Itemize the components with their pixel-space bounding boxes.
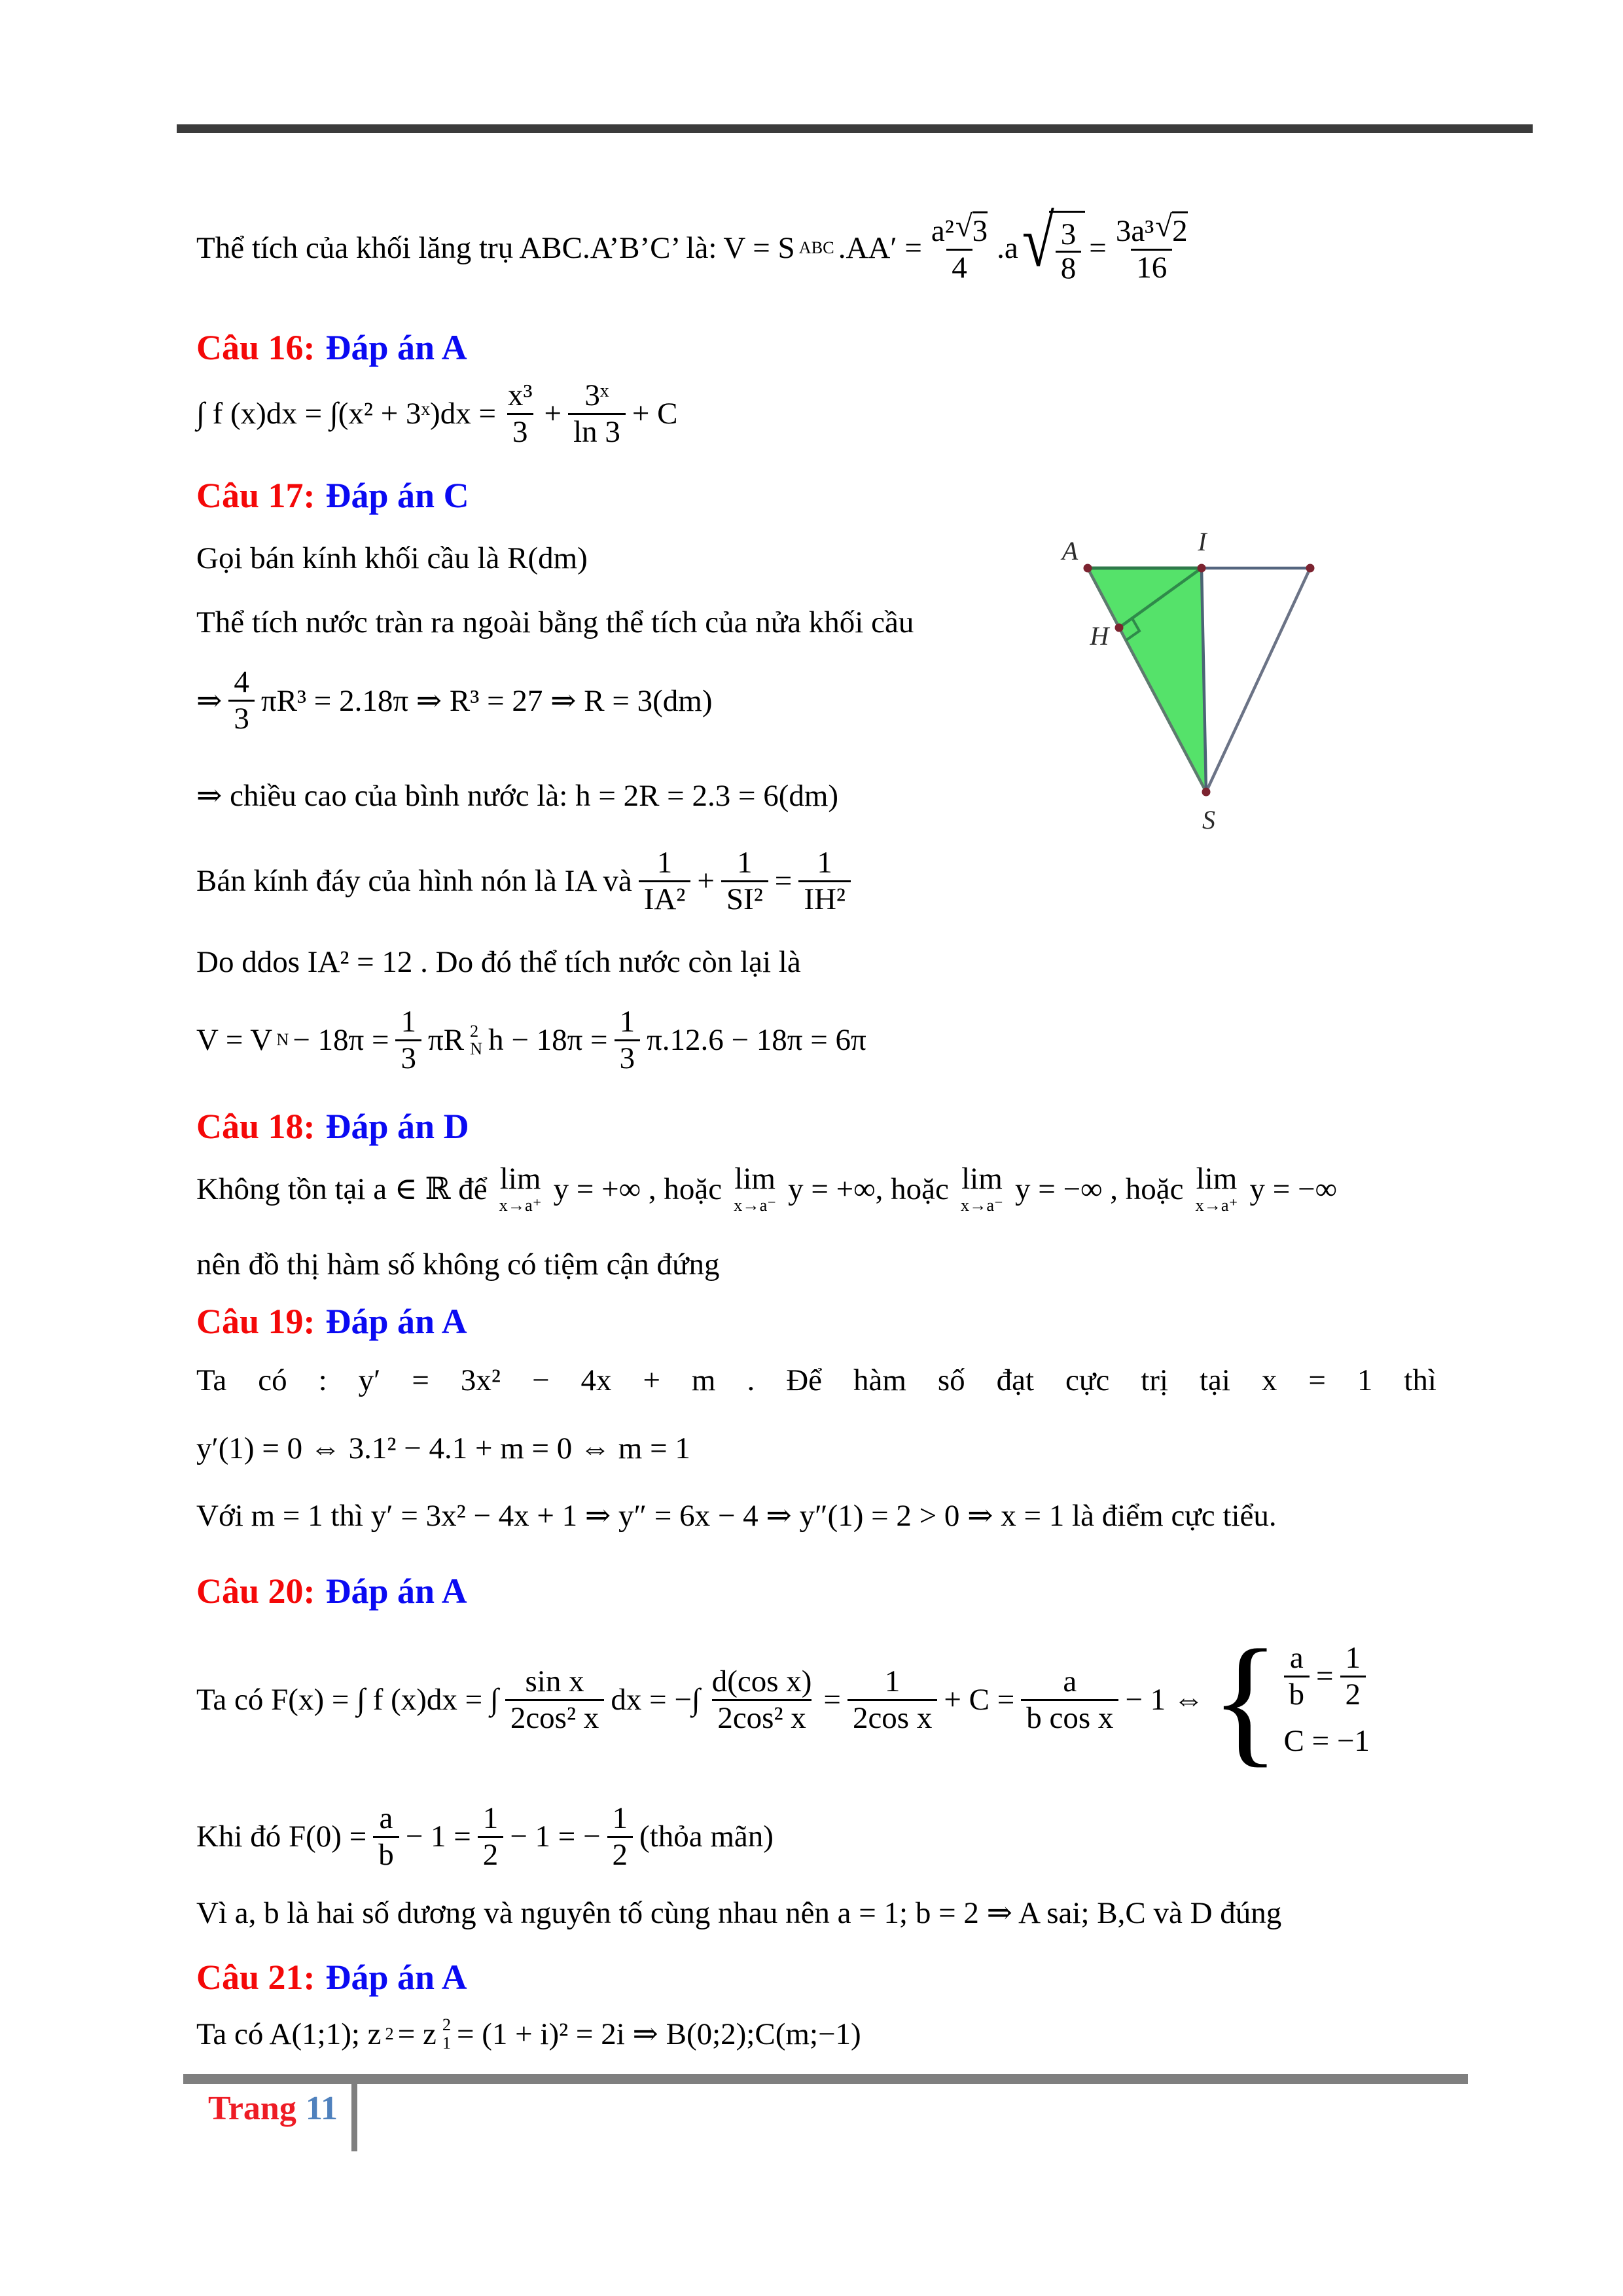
- eq-part: πR: [427, 1023, 465, 1058]
- line-c21-complex: Ta có A(1;1); z 2 = z 2 1 = (1 + i)² = 2i ⇒ B(0;2);C(m;−1): [196, 2015, 861, 2053]
- eq-part: πR³ = 2.18π ⇒ R³ = 27 ⇒ R = 3(dm): [260, 683, 713, 718]
- fraction: $\frac{\text{3ˣ}}{\ln 3}$: [568, 378, 626, 449]
- eq-part: =: [823, 1683, 841, 1717]
- eq-part: ∫ f (x)dx = ∫(x² + 3ˣ)dx =: [196, 397, 496, 431]
- line-prism-volume: [196, 201, 1193, 286]
- eq-part: y = +∞ , hoặc: [553, 1172, 722, 1206]
- line-c20-antiderivative: Ta có F(x) = ∫ f (x)dx = ∫ $\frac{\text{sin x}}{\text{2cos² x}}$ dx = −∫ $\frac{\text{d(cos x)}}{\text{2cos² x}}$ = $\frac{1}{\text{2cos x}}$ + C = $\frac{a}{\text{b cos x}}$ − 1 ⇔ { $\frac{a}{b}$ = $\frac{1}{2}$ C = −1: [196, 1620, 1370, 1780]
- heading-cau-21: [196, 1957, 467, 1998]
- eq-part: − 1 ⇔: [1125, 1683, 1204, 1717]
- limit-operator: lim x→a⁺: [499, 1162, 542, 1215]
- question-label: Câu 21:: [196, 1958, 315, 1997]
- fraction: $\frac{1}{\text{2cos x}}$: [847, 1664, 937, 1735]
- answer-label: Đáp án A: [325, 1302, 467, 1341]
- fraction: $\frac{\text{x³}}{3}$: [507, 378, 533, 449]
- fraction: $\frac{\text{d(cos x)}}{\text{2cos² x}}$: [711, 1664, 812, 1735]
- eq-part: y = −∞ , hoặc: [1014, 1172, 1184, 1206]
- point-A: [1084, 564, 1092, 573]
- eq-part: − 1 =: [405, 1820, 471, 1854]
- eq-part: V = S: [723, 230, 795, 265]
- point-I: [1198, 564, 1206, 573]
- answer-label: Đáp án A: [325, 1571, 467, 1611]
- question-label: Câu 19:: [196, 1302, 315, 1341]
- volume-equation: [723, 201, 1192, 286]
- limit-operator: lim x→a⁻: [734, 1162, 777, 1215]
- answer-label: Đáp án A: [325, 1958, 467, 1997]
- fraction: a² √ 3 4: [931, 209, 988, 285]
- eq-part: = (1 + i)² = 2i ⇒ B(0;2);C(m;−1): [456, 2017, 861, 2052]
- line-c17-cone: Bán kính đáy của hình nón là IA và $\frac{1}{\text{IA²}}$ + $\frac{1}{\text{SI²}}$ = $\frac{1}{\text{IH²}}$: [196, 846, 851, 916]
- question-label: Câu 20:: [196, 1571, 315, 1611]
- line-c17-overflow: Thể tích nước tràn ra ngoài bằng thể tích của nửa khối cầu: [196, 605, 914, 639]
- fraction: $\frac{1}{\text{SI²}}$: [721, 846, 768, 916]
- limit-operator: lim x→a⁻: [960, 1162, 1003, 1215]
- point-right: [1306, 564, 1315, 573]
- fraction: $\frac{1}{2}$: [1340, 1641, 1366, 1712]
- fraction: $\frac{1}{\text{IA²}}$: [639, 846, 691, 916]
- line-c17-sphere-eq: [196, 665, 712, 736]
- eq-subscript: N: [276, 1030, 289, 1050]
- heading-cau-16: [196, 327, 467, 368]
- answer-label: Đáp án C: [325, 476, 469, 515]
- label-A: A: [1061, 536, 1079, 565]
- line-c18-limits: Không tồn tại a ∈ ℝ để lim x→a⁺ y = +∞ , hoặc lim x→a⁻ y = +∞, hoặc lim x→a⁻ y = −∞ , hoặc lim x→a⁺ y = −∞: [196, 1162, 1338, 1215]
- point-H: [1115, 624, 1124, 632]
- line-c17-height: ⇒ chiều cao của bình nước là: h = 2R = 2.3 = 6(dm): [196, 779, 839, 813]
- sup-sub-stack: 2 1: [442, 2015, 451, 2053]
- answer-label: Đáp án A: [325, 328, 467, 367]
- sqrt: √ 2: [1155, 209, 1188, 248]
- line-c19-min-check: Với m = 1 thì y′ = 3x² − 4x + 1 ⇒ y″ = 6x − 4 ⇒ y″(1) = 2 > 0 ⇒ x = 1 là điểm cực tiểu.: [196, 1499, 1277, 1533]
- line-c20-conclusion: Vì a, b là hai số dương và nguyên tố cùng nhau nên a = 1; b = 2 ⇒ A sai; B,C và D đúng: [196, 1896, 1282, 1930]
- heading-cau-17: [196, 475, 469, 516]
- eq-part: + C: [632, 397, 678, 431]
- system-row: C = −1: [1283, 1724, 1370, 1759]
- eq-part: y = +∞, hoặc: [788, 1172, 949, 1206]
- eq-part: = z: [397, 2017, 437, 2051]
- eq-part: − 18π =: [293, 1023, 389, 1058]
- label-H: H: [1090, 621, 1109, 651]
- line-c19-solve-m: y′(1) = 0 ⇔ 3.1² − 4.1 + m = 0 ⇔ m = 1: [196, 1431, 690, 1465]
- eq-part: =: [774, 864, 793, 899]
- fraction: $\frac{a}{\text{b cos x}}$: [1021, 1664, 1118, 1735]
- fraction: $\frac{1}{3}$: [615, 1005, 641, 1075]
- fraction: $\frac{a}{b}$: [373, 1801, 399, 1872]
- fraction: $\frac{1}{2}$: [478, 1801, 504, 1872]
- fraction: $\frac{a}{b}$: [1284, 1641, 1310, 1712]
- eq-subscript: ABC: [798, 238, 834, 257]
- eq-part: (thỏa mãn): [639, 1820, 774, 1854]
- line-c16-integral: [196, 378, 677, 449]
- eq-part: .AA′ =: [838, 230, 922, 265]
- eq-part: y = −∞: [1249, 1172, 1338, 1206]
- heading-cau-18: [196, 1106, 469, 1147]
- segment-right-S: [1206, 568, 1310, 792]
- eq-part: h − 18π =: [488, 1023, 608, 1058]
- sqrt: √ 3: [955, 209, 988, 248]
- implies-arrow: ⇒: [196, 683, 223, 718]
- sup-sub-stack: 2 N: [470, 1021, 483, 1059]
- eq-part: V = V: [196, 1023, 273, 1058]
- heading-cau-19: [196, 1301, 467, 1342]
- point-S: [1202, 788, 1211, 797]
- line-c17-radius: Gọi bán kính khối cầu là R(dm): [196, 541, 588, 575]
- eq-part: +: [697, 864, 715, 899]
- eq-subscript: 2: [385, 2024, 394, 2043]
- footer-label: Trang: [208, 2090, 296, 2127]
- fraction: $\frac{1}{2}$: [607, 1801, 633, 1872]
- eq-part: =: [1089, 230, 1107, 265]
- equation-system: { $\frac{a}{b}$ = $\frac{1}{2}$ C = −1: [1210, 1620, 1370, 1780]
- page-number: [208, 2089, 338, 2128]
- heading-cau-20: [196, 1571, 467, 1611]
- fraction: $\frac{1}{\text{IH²}}$: [798, 846, 851, 916]
- system-brace: {: [1210, 1620, 1280, 1780]
- eq-part: dx = −∫: [611, 1683, 700, 1717]
- limit-operator: lim x→a⁺: [1195, 1162, 1238, 1215]
- top-divider-rule: [177, 124, 1533, 133]
- line-c17-ia: Do ddos IA² = 12 . Do đó thể tích nước còn lại là: [196, 945, 801, 979]
- eq-part: +: [544, 397, 562, 431]
- fraction: $\frac{4}{3}$: [228, 665, 255, 736]
- line-c18-conclusion: nên đồ thị hàm số không có tiệm cận đứng: [196, 1247, 720, 1282]
- line-c19-derivative: Ta có : y′ = 3x² − 4x + m . Để hàm số đạt cực trị tại x = 1 thì: [196, 1363, 1436, 1397]
- footer-vertical-line: [351, 2074, 357, 2151]
- eq-part: π.12.6 − 18π = 6π: [647, 1023, 866, 1058]
- footer-divider-bar: [183, 2074, 1468, 2084]
- question-label: Câu 18:: [196, 1107, 315, 1146]
- label-I: I: [1198, 527, 1207, 556]
- eq-part: .a: [997, 230, 1018, 265]
- footer-page: 11: [305, 2090, 338, 2127]
- question-label: Câu 17:: [196, 476, 315, 515]
- label-S: S: [1202, 805, 1215, 834]
- fraction: $\frac{1}{3}$: [395, 1005, 421, 1075]
- answer-label: Đáp án D: [325, 1107, 469, 1146]
- fraction: 3a³ √ 2 16: [1115, 209, 1188, 285]
- eq-part: − 1 = −: [510, 1820, 601, 1854]
- question-label: Câu 16:: [196, 328, 315, 367]
- line-c17-volume-left: [196, 1005, 866, 1075]
- eq-part: + C =: [944, 1683, 1015, 1717]
- fraction: $\frac{\text{sin x}}{\text{2cos² x}}$: [505, 1664, 605, 1735]
- geometry-figure-cone-sphere: [1018, 519, 1332, 846]
- sqrt-fraction: √ $\frac{3}{8}$: [1022, 211, 1086, 285]
- lead-text: Thể tích của khối lăng trụ ABC.A’B’C’ là:: [196, 230, 717, 265]
- line-c20-f0: Khi đó F(0) = $\frac{a}{b}$ − 1 = $\frac{1}{2}$ − 1 = − $\frac{1}{2}$ (thỏa mãn): [196, 1801, 774, 1872]
